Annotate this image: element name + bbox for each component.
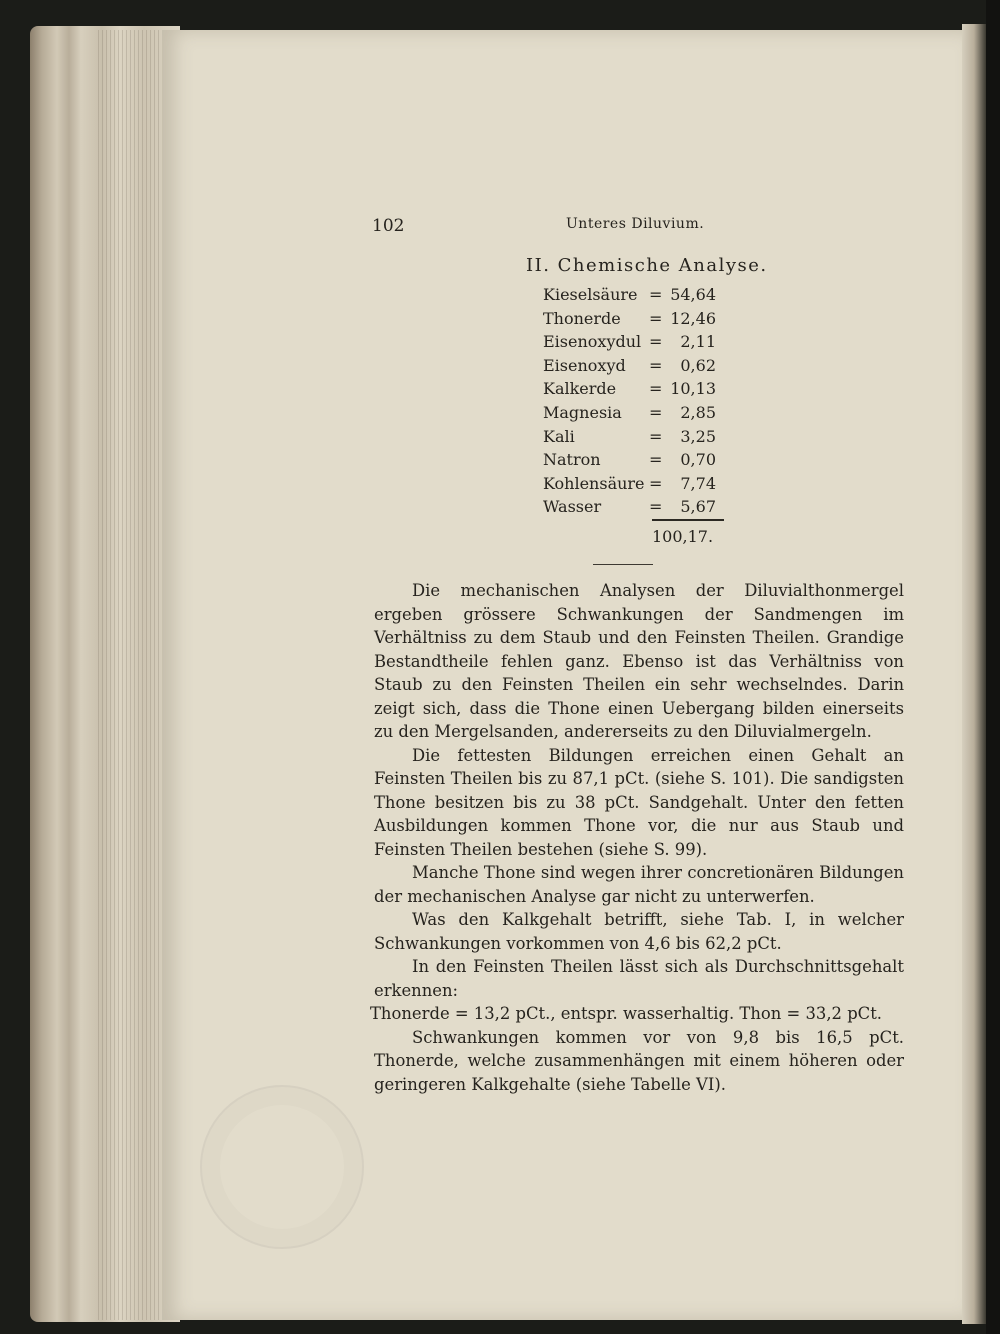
body-text xyxy=(370,579,904,1096)
component-name: Eisenoxydul xyxy=(543,332,642,352)
equals-sign: = xyxy=(649,285,663,304)
table-row xyxy=(543,330,733,354)
table-row xyxy=(543,425,733,449)
section-divider xyxy=(593,564,653,565)
component-name: Thonerde xyxy=(543,308,621,328)
running-title: Unteres Diluvium. xyxy=(566,216,705,232)
component-name: Kieselsäure xyxy=(543,285,638,304)
component-value: 3,25 xyxy=(680,426,716,446)
equals-sign: = xyxy=(649,308,663,328)
component-value: 5,67 xyxy=(680,497,716,517)
table-row xyxy=(543,495,733,519)
paragraph: Manche Thone sind wegen ihrer concretionären Bildungen der mechanischen Analyse gar nicht zu unterwerfen. xyxy=(374,863,904,906)
component-name: Kali xyxy=(543,426,575,446)
component-value: 2,11 xyxy=(680,332,716,352)
equals-sign: = xyxy=(649,379,663,399)
table-row xyxy=(543,401,733,425)
paragraph: Schwankungen kommen vor von 9,8 bis 16,5 pCt. Thonerde, welche zusammenhängen mit einem höheren oder geringeren Kalkgehalte (siehe Tabelle VI). xyxy=(374,1027,904,1094)
component-name: Kohlensäure xyxy=(543,473,645,493)
right-dark-border xyxy=(986,0,1000,1334)
table-row xyxy=(543,448,733,472)
equals-sign: = xyxy=(649,332,663,352)
component-value: 54,64 xyxy=(670,285,716,304)
paragraph: Die mechanischen Analysen der Diluvialthonmergel ergeben grössere Schwankungen der Sandmengen im Verhältniss zu dem Staub und den Feinsten Theilen. Grandige Bestandtheile fehlen ganz. Ebenso ist das Verhältniss von Staub zu den Feinsten Theilen ein sehr wechselndes. Darin zeigt sich, dass die Thone einen Uebergang bilden einerseits zu den Mergelsanden, andererseits zu den Diluvialmergeln. xyxy=(374,581,904,741)
paragraph: Die fettesten Bildungen erreichen einen Gehalt an Feinsten Theilen bis zu 87,1 pCt. (siehe S. 101). Die sandigsten Thone besitzen bis zu 38 pCt. Sandgehalt. Unter den fetten Ausbildungen kommen Thone vor, die nur aus Staub und Feinsten Theilen bestehen (siehe S. 99). xyxy=(374,745,904,859)
analysis-total: 100,17. xyxy=(652,527,714,546)
component-value: 0,70 xyxy=(680,450,716,470)
paragraph: Was den Kalkgehalt betrifft, siehe Tab. I, in welcher Schwankungen vorkommen von 4,6 bis 62,2 pCt. xyxy=(374,910,904,953)
paragraph: In den Feinsten Theilen lässt sich als Durchschnittsgehalt erkennen: xyxy=(374,957,904,1000)
right-page-edge xyxy=(962,24,986,1324)
table-row xyxy=(543,377,733,401)
analysis-table xyxy=(543,283,733,519)
equals-sign: = xyxy=(649,426,663,446)
component-value: 0,62 xyxy=(680,355,716,375)
component-value: 12,46 xyxy=(670,308,716,328)
equals-sign: = xyxy=(649,473,663,493)
component-name: Magnesia xyxy=(543,402,622,422)
component-name: Natron xyxy=(543,450,601,470)
component-value: 10,13 xyxy=(670,379,716,399)
component-value: 2,85 xyxy=(680,402,716,422)
component-value: 7,74 xyxy=(680,473,716,493)
table-row xyxy=(543,307,733,331)
sum-rule xyxy=(652,519,724,521)
table-row xyxy=(543,354,733,378)
equals-sign: = xyxy=(649,450,663,470)
page-number: 102 xyxy=(372,216,405,236)
equals-sign: = xyxy=(649,355,663,375)
section-heading: II. Chemische Analyse. xyxy=(526,255,768,276)
table-row xyxy=(543,283,733,307)
equals-sign: = xyxy=(649,497,663,517)
table-row xyxy=(543,472,733,496)
equals-sign: = xyxy=(649,402,663,422)
component-name: Eisenoxyd xyxy=(543,355,626,375)
component-name: Wasser xyxy=(543,497,602,517)
formula-line: Thonerde = 13,2 pCt., entspr. wasserhaltig. Thon = 33,2 pCt. xyxy=(370,1004,883,1023)
library-stamp xyxy=(200,1085,364,1249)
component-name: Kalkerde xyxy=(543,379,617,399)
